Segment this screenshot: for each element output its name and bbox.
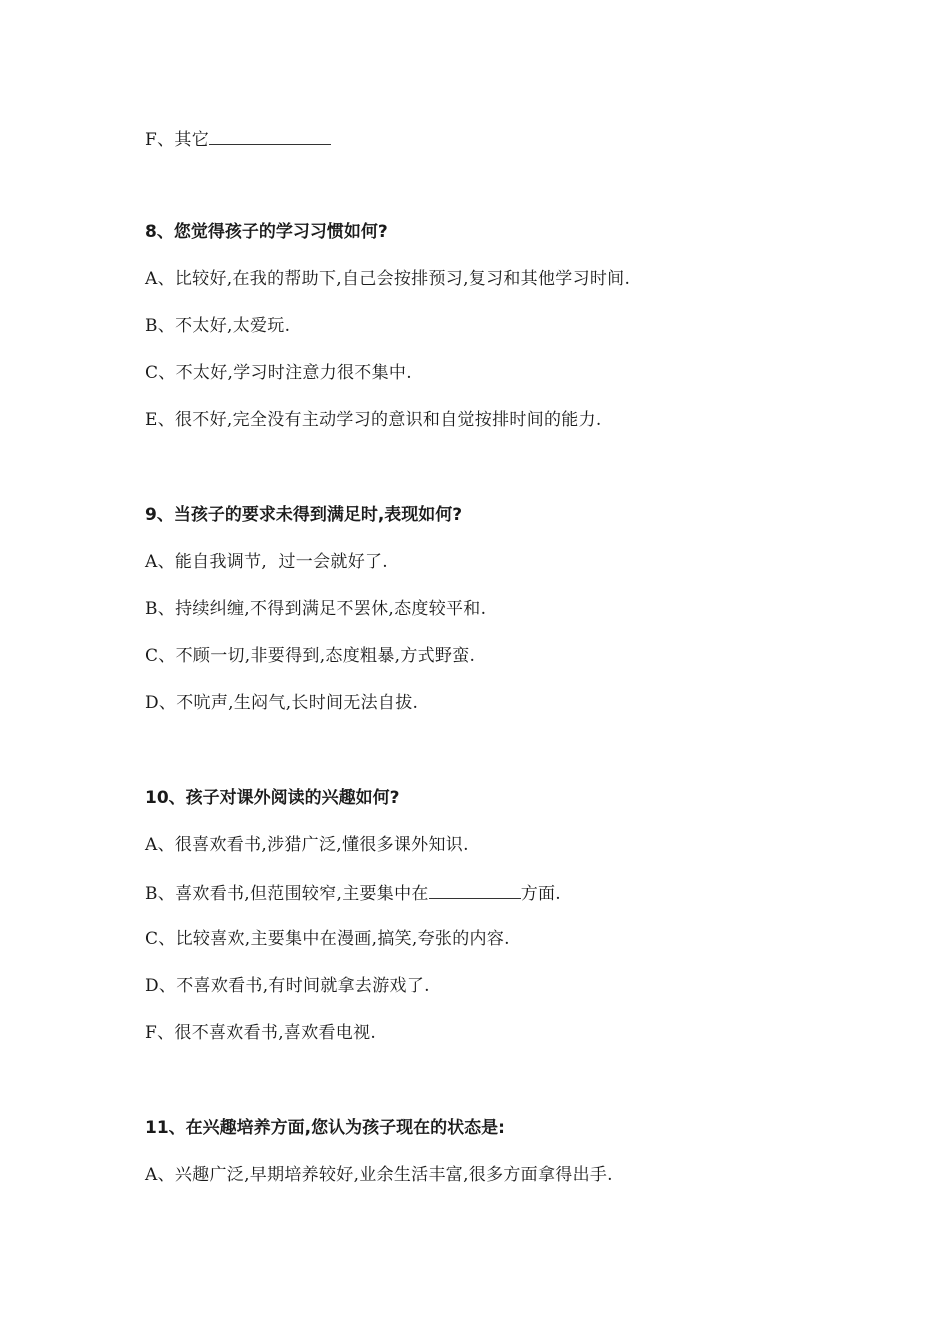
q10-option-b-blank — [429, 880, 521, 899]
q9-option-d: D、不吭声,生闷气,长时间无法自拔. — [145, 693, 419, 713]
q10-question: 10、孩子对课外阅读的兴趣如何? — [145, 788, 400, 808]
q9-option-c: C、不顾一切,非要得到,态度粗暴,方式野蛮. — [145, 646, 476, 666]
q10-option-d: D、不喜欢看书,有时间就拿去游戏了. — [145, 976, 430, 996]
q8-option-c: C、不太好,学习时注意力很不集中. — [145, 363, 412, 383]
q8-option-e: E、很不好,完全没有主动学习的意识和自觉按排时间的能力. — [145, 410, 602, 430]
q8-option-a: A、比较好,在我的帮助下,自己会按排预习,复习和其他学习时间. — [145, 269, 631, 289]
q7-option-f — [145, 126, 331, 152]
q7-option-f-text: F、其它 — [145, 130, 209, 150]
q9-option-b: B、持续纠缠,不得到满足不罢休,态度较平和. — [145, 599, 487, 619]
q10-option-b-suffix: 方面. — [520, 884, 562, 904]
q11-option-a: A、兴趣广泛,早期培养较好,业余生活丰富,很多方面拿得出手. — [145, 1165, 613, 1185]
q10-option-c: C、比较喜欢,主要集中在漫画,搞笑,夸张的内容. — [145, 929, 510, 949]
q10-option-b — [145, 880, 561, 906]
q8-question: 8、您觉得孩子的学习习惯如何? — [145, 222, 388, 242]
q11-question: 11、在兴趣培养方面,您认为孩子现在的状态是: — [145, 1118, 505, 1138]
q10-option-a: A、很喜欢看书,涉猎广泛,懂很多课外知识. — [145, 835, 469, 855]
q9-option-a: A、能自我调节, 过一会就好了. — [145, 552, 388, 572]
q8-option-b: B、不太好,太爱玩. — [145, 316, 291, 336]
q10-option-f: F、很不喜欢看书,喜欢看电视. — [145, 1023, 377, 1043]
q10-option-b-prefix: B、喜欢看书,但范围较窄,主要集中在 — [145, 884, 429, 904]
q9-question: 9、当孩子的要求未得到满足时,表现如何? — [145, 505, 463, 525]
q7-option-f-blank — [209, 126, 331, 145]
